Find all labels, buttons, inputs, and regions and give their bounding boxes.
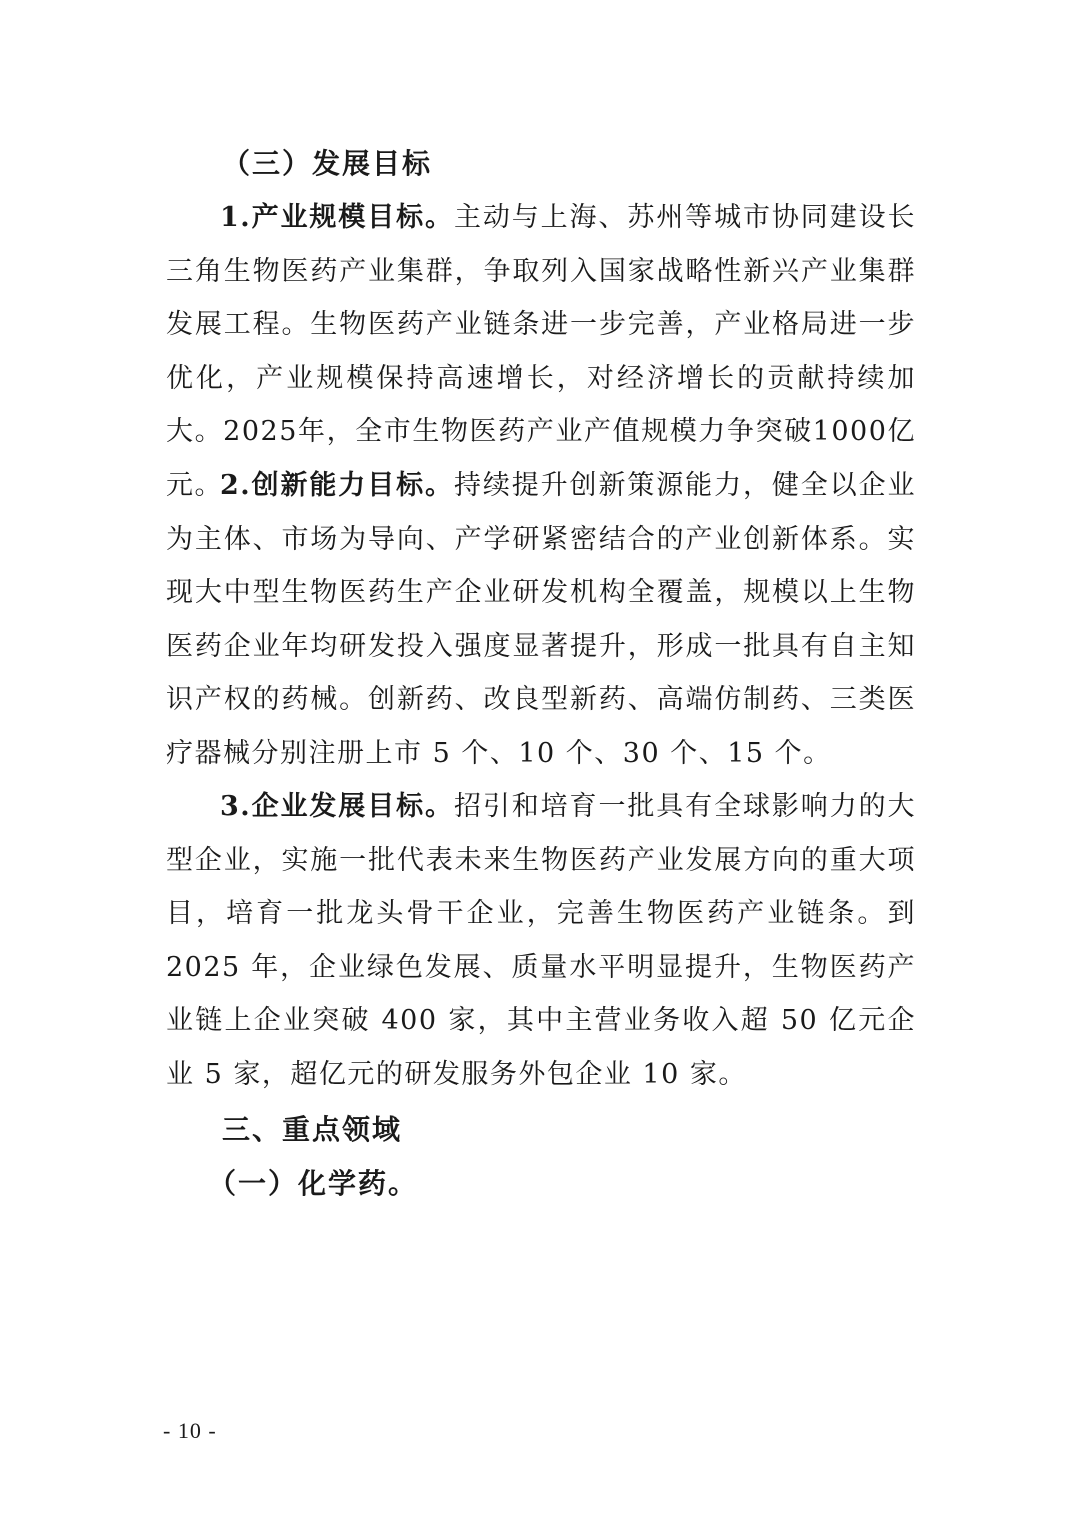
subsection-heading: （一）化学药。 — [208, 1167, 419, 1200]
goal-paragraph — [166, 780, 916, 1101]
goal-2-block — [166, 459, 916, 780]
goal-paragraph — [166, 459, 916, 780]
goal-lead: 3.企业发展目标。 — [220, 791, 454, 822]
chapter-heading: 三、重点领域 — [222, 1113, 403, 1146]
goal-lead: 2.创新能力目标。 — [220, 470, 454, 501]
goal-lead: 1.产业规模目标。 — [220, 202, 454, 233]
goal-text: 招引和培育一批具有全球影响力的大型企业，实施一批代表未来生物医药产业发展方向的重大项目，培育一批龙头骨干企业，完善生物医药产业链条。到 2025 年，企业绿色发展、质量水平明显提升，生物医药产业链上企业突破 400 家，其中主营业务收入超 50 亿元企业 5 家，超亿元的研发服务外包企业 10 家。 — [166, 791, 917, 1090]
goal-text: 持续提升创新策源能力，健全以企业为主体、市场为导向、产学研紧密结合的产业创新体系。实现大中型生物医药生产企业研发机构全覆盖，规模以上生物医药企业年均研发投入强度显著提升，形成一批具有自主知识产权的药械。创新药、改良型新药、高端仿制药、三类医疗器械分别注册上市 5 个、10 个、30 个、15 个。 — [166, 470, 917, 769]
page-number: - 10 - — [163, 1418, 217, 1443]
goal-text: 主动与上海、苏州等城市协同建设长三角生物医药产业集群，争取列入国家战略性新兴产业集群发展工程。生物医药产业链条进一步完善，产业格局进一步优化，产业规模保持高速增长，对经济增长的贡献持续加大。2025年，全市生物医药产业产值规模力争突破1000亿元。 — [166, 202, 917, 501]
section-heading: （三）发展目标 — [222, 147, 433, 180]
goal-3-block — [166, 780, 916, 1101]
